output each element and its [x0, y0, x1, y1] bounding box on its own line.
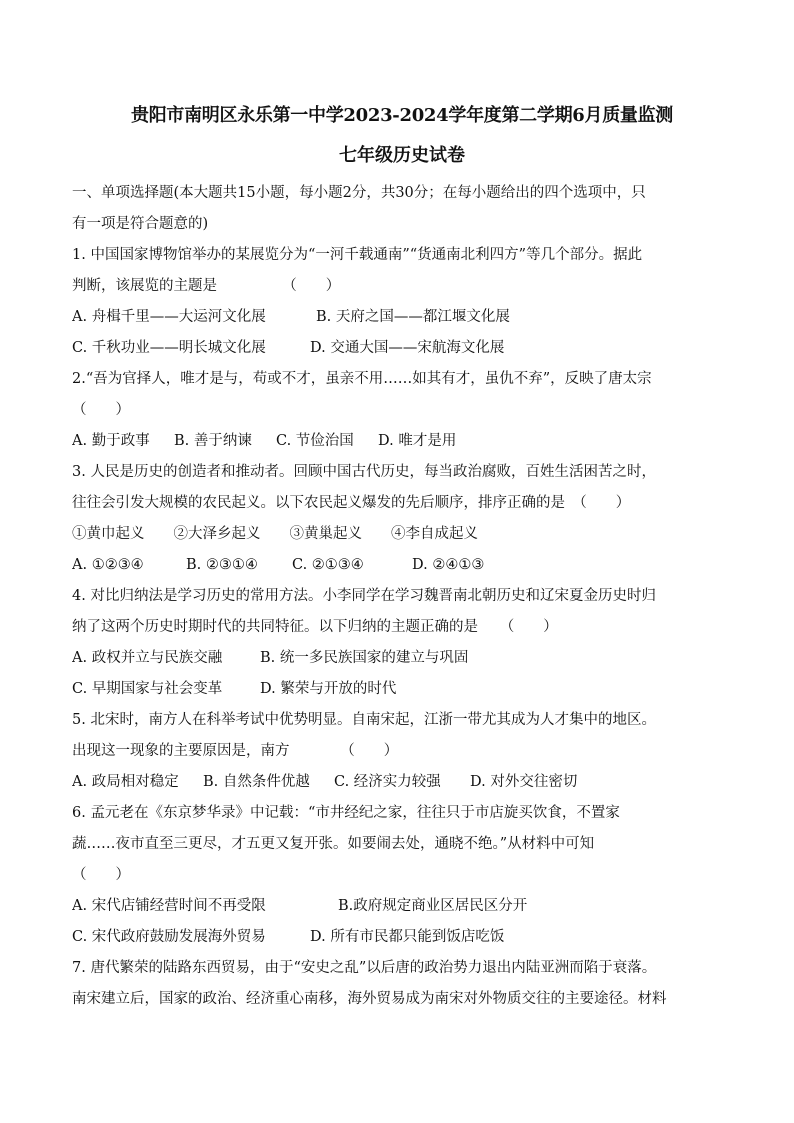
- question-stem: 判断，该展览的主题是 （ ）: [72, 278, 341, 294]
- page-subtitle: 七年级历史试卷: [339, 145, 465, 166]
- option-row: [72, 302, 732, 333]
- option-a: A. 舟楫千里——大运河文化展: [72, 309, 266, 325]
- option-c: C. 早期国家与社会变革: [72, 681, 223, 697]
- question-4: [72, 581, 732, 705]
- question-stem: 7. 唐代繁荣的陆路东西贸易，由于“安史之乱”以后唐的政治势力退出内陆亚洲而陷于衰落。: [72, 960, 657, 976]
- option-row: [72, 643, 732, 674]
- option-a: A. 宋代店铺经营时间不再受限: [72, 898, 266, 914]
- option-row: [72, 922, 732, 953]
- option-c: C. 节俭治国: [276, 433, 354, 449]
- section-header: [72, 178, 732, 240]
- question-stem: 南宋建立后，国家的政治、经济重心南移，海外贸易成为南宋对外物质交往的主要途径。材料: [72, 991, 667, 1007]
- option-d: D. ②④①③: [412, 557, 485, 573]
- option-b: B. 统一多民族国家的建立与巩固: [260, 650, 469, 666]
- question-stem: ①黄巾起义 ②大泽乡起义 ③黄巢起义 ④李自成起义: [72, 526, 478, 542]
- option-d: D. 繁荣与开放的时代: [260, 681, 397, 697]
- question-6: [72, 798, 732, 953]
- question-stem: 纳了这两个历史时期时代的共同特征。以下归纳的主题正确的是 （ ）: [72, 619, 558, 635]
- option-row: [72, 891, 732, 922]
- option-c: C. 经济实力较强: [334, 774, 441, 790]
- option-b: B. 自然条件优越: [203, 774, 310, 790]
- question-stem: 6. 孟元老在《东京梦华录》中记载：“市井经纪之家，往往只于市店旋买饮食，不置家: [72, 805, 620, 821]
- option-row: [72, 550, 732, 581]
- option-row: [72, 333, 732, 364]
- option-d: D. 对外交往密切: [470, 774, 578, 790]
- question-stem: 5. 北宋时，南方人在科举考试中优势明显。自南宋起，江浙一带尤其成为人才集中的地区。: [72, 712, 656, 728]
- question-stem: 2.“吾为官择人，唯才是与，苟或不才，虽亲不用……如其有才，虽仇不弃”，反映了唐太宗: [72, 371, 652, 387]
- option-a: A. 勤于政事: [72, 433, 150, 449]
- option-b: B. 天府之国——都江堰文化展: [316, 309, 510, 325]
- option-b: B. 善于纳谏: [174, 433, 252, 449]
- question-3: [72, 457, 732, 581]
- option-row: [72, 426, 732, 457]
- question-stem: 出现这一现象的主要原因是，南方 （ ）: [72, 743, 399, 759]
- question-5: [72, 705, 732, 798]
- option-a: A. 政权并立与民族交融: [72, 650, 223, 666]
- option-d: D. 交通大国——宋航海文化展: [310, 340, 505, 356]
- question-stem: 4. 对比归纳法是学习历史的常用方法。小李同学在学习魏晋南北朝历史和辽宋夏金历史时归: [72, 588, 656, 604]
- option-a: A. 政局相对稳定: [72, 774, 179, 790]
- option-c: C. ②①③④: [292, 557, 364, 573]
- option-d: D. 唯才是用: [378, 433, 457, 449]
- option-a: A. ①②③④: [72, 557, 144, 573]
- section-line: 一、单项选择题(本大题共15小题，每小题2分，共30分；在每小题给出的四个选项中，只: [72, 185, 646, 201]
- option-b: B. ②③①④: [186, 557, 258, 573]
- question-stem: 3. 人民是历史的创造者和推动者。回顾中国古代历史，每当政治腐败，百姓生活困苦之时，: [72, 464, 656, 480]
- question-7: [72, 953, 732, 1015]
- question-1: [72, 240, 732, 364]
- page-title: 贵阳市南明区永乐第一中学2023-2024学年度第二学期6月质量监测: [131, 105, 673, 126]
- option-row: [72, 767, 732, 798]
- question-stem: 蔬……夜市直至三更尽，才五更又复开张。如要闹去处，通晓不绝。”从材料中可知: [72, 836, 595, 852]
- option-c: C. 宋代政府鼓励发展海外贸易: [72, 929, 266, 945]
- question-stem: 1. 中国国家博物馆举办的某展览分为“一河千载通南”“货通南北利四方”等几个部分。据此: [72, 247, 643, 263]
- section-line: 有一项是符合题意的): [72, 216, 209, 232]
- option-d: D. 所有市民都只能到饭店吃饭: [310, 929, 505, 945]
- question-2: [72, 364, 732, 457]
- question-stem: （ ）: [72, 867, 130, 883]
- option-b: B.政府规定商业区居民区分开: [338, 898, 528, 914]
- question-stem: 往往会引发大规模的农民起义。以下农民起义爆发的先后顺序，排序正确的是 （ ）: [72, 495, 631, 511]
- option-row: [72, 674, 732, 705]
- question-stem: （ ）: [72, 402, 130, 418]
- option-c: C. 千秋功业——明长城文化展: [72, 340, 266, 356]
- exam-page: [72, 96, 732, 1015]
